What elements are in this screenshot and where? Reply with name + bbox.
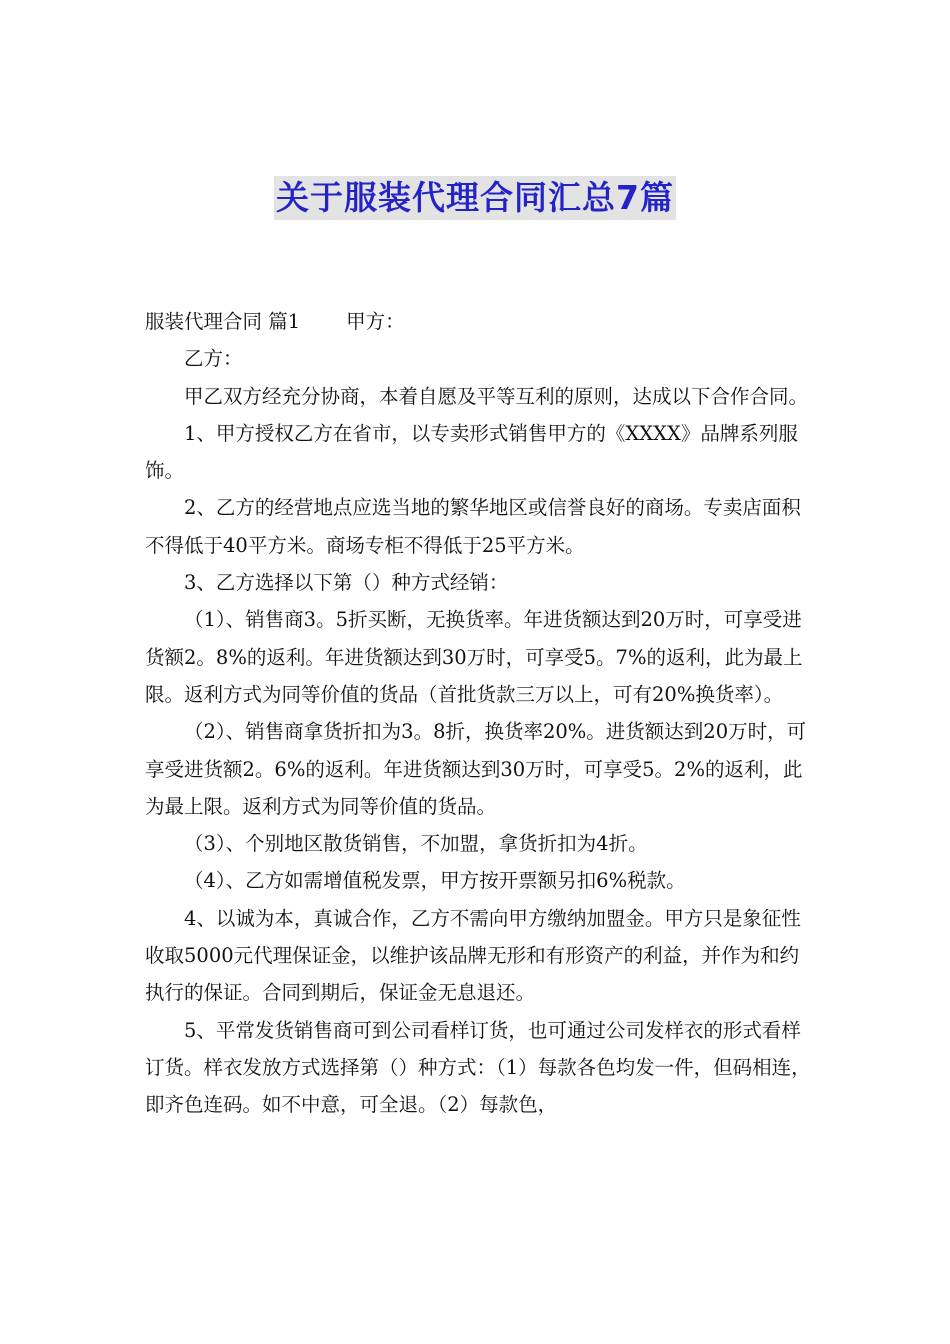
title-container (0, 176, 950, 220)
contract-heading: 服装代理合同 篇1 (145, 310, 301, 333)
paragraph-option-1: （1）、销售商3。5折买断，无换货率。年进货额达到20万时，可享受进货额2。8%的返利。年进货额达到30万时，可享受5。7%的返利，此为最上限。返利方式为同等价值的货品（首批货款三万以上，可有20%换货率）。 (145, 608, 803, 706)
paragraph-party-b: 乙方： (184, 347, 243, 371)
party-a-label: 甲方： (346, 310, 405, 333)
paragraph-clause-1: 1、甲方授权乙方在省市，以专卖形式销售甲方的《XXXX》品牌系列服饰。 (145, 421, 798, 483)
paragraph-clause-4: 4、以诚为本，真诚合作，乙方不需向甲方缴纳加盟金。甲方只是象征性收取5000元代理保证金，以维护该品牌无形和有形资产的利益，并作为和约执行的保证。合同到期后，保证金无息退还。 (145, 906, 801, 1005)
paragraph-intro: 甲乙双方经充分协商，本着自愿及平等互利的原则，达成以下合作合同。 (184, 384, 809, 408)
paragraph-option-4: （4）、乙方如需增值税发票，甲方按开票额另扣6%税款。 (184, 869, 686, 893)
document-body (145, 303, 815, 1124)
paragraph-option-2: （2）、销售商拿货折扣为3。8折，换货率20%。进货额达到20万时，可享受进货额2。6%的返利。年进货额达到30万时，可享受5。2%的返利，此为最上限。返利方式为同等价值的货品。 (145, 720, 807, 818)
paragraph-option-3: （3）、个别地区散货销售，不加盟，拿货折扣为4折。 (184, 832, 648, 856)
paragraph-clause-5: 5、平常发货销售商可到公司看样订货，也可通过公司发样衣的形式看样订货。样衣发放方式选择第（）种方式：（1）每款各色均发一件，但码相连，即齐色连码。如不中意，可全退。（2）每款色， (145, 1018, 811, 1117)
paragraph-clause-2: 2、乙方的经营地点应选当地的繁华地区或信誉良好的商场。专卖店面积不得低于40平方米。商场专柜不得低于25平方米。 (145, 496, 801, 557)
document-title: 关于服装代理合同汇总7篇 (274, 176, 676, 220)
first-line (145, 303, 815, 340)
paragraph-clause-3: 3、乙方选择以下第（）种方式经销： (184, 571, 509, 595)
